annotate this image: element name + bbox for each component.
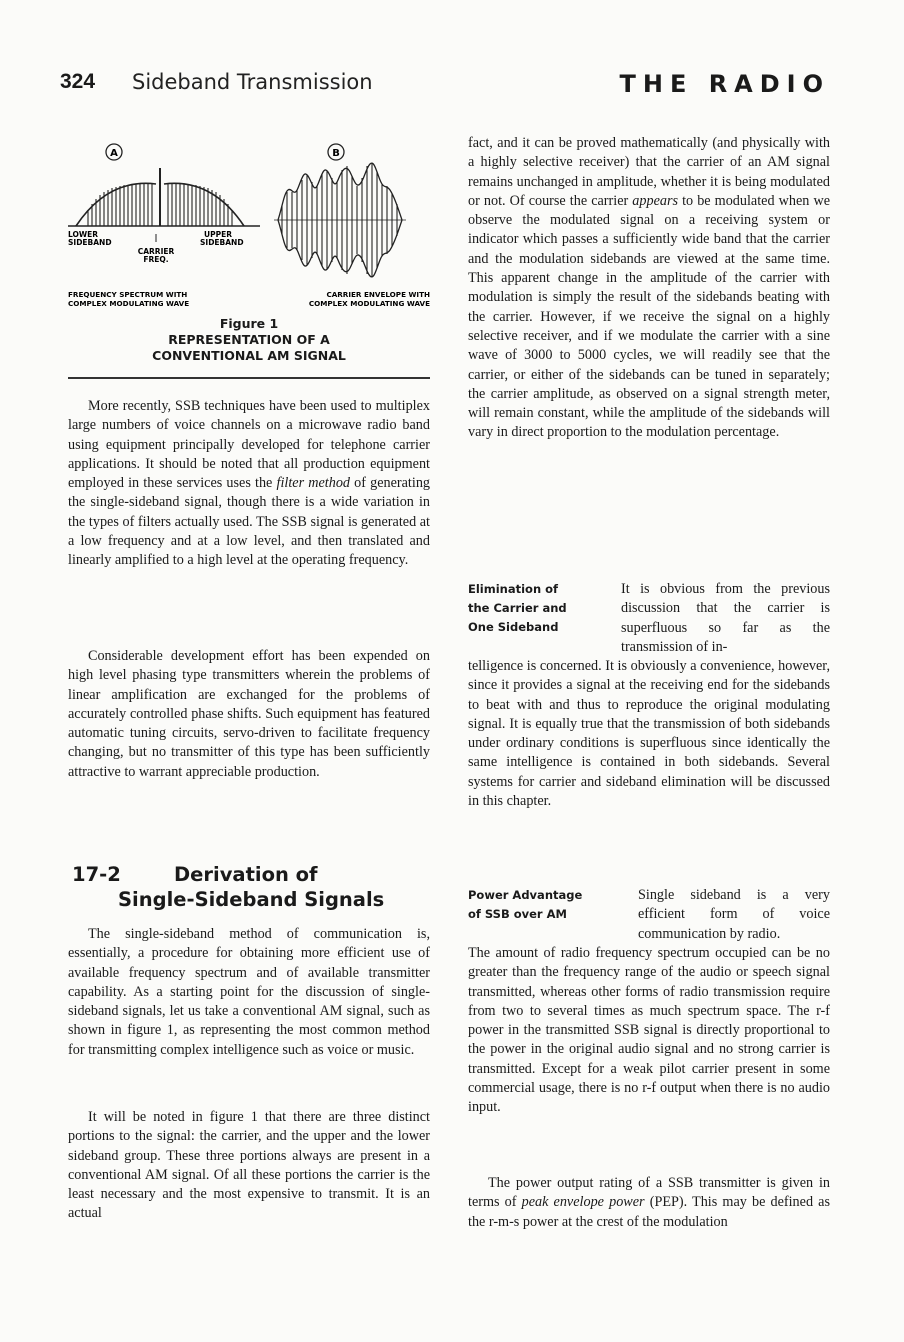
figure-1 — [68, 138, 430, 376]
upper-sideband-label-2: SIDEBAND — [200, 238, 244, 247]
right-paragraph-4: The power output rating of a SSB transmitter is given in terms of peak envelope power (PEP). This may be defined as the r-m-s power at the crest of the modulation — [468, 1175, 830, 1230]
section-heading — [72, 862, 432, 912]
upper-sideband-label: UPPER — [204, 230, 232, 239]
book-title: THE RADIO — [619, 70, 830, 98]
left-paragraph-2: Considerable development effort has been expended on high level phasing type transmitters wherein the problems of linear amplification are exchanged for the problems of accurately controlled phase shifts. Such equipment has featured automatic tuning circuits, servo-driven to facilitate frequency changing, but no transmitter of this type has been sufficiently attractive to warrant appreciable production. — [68, 648, 430, 780]
caption-b-line1: CARRIER ENVELOPE WITH — [326, 290, 430, 299]
figure-caption — [68, 316, 430, 364]
right-paragraph-2: telligence is concerned. It is obviously a convenience, however, since it provides a signal at the receiving end for the sidebands to beat with and thus to reproduce the original modulating signal. It is equally true that the transmission of both sidebands under ordinary conditions is superfluous since identically the same intelligence is contained in both sidebands. Several systems for carrier and sideband elimination will be discussed in this chapter. — [468, 658, 830, 810]
panel-a-letter: A — [110, 148, 118, 159]
sidehead-elimination: Elimination of the Carrier and One Sideband — [468, 582, 567, 634]
caption-a-line2: COMPLEX MODULATING WAVE — [68, 299, 190, 308]
section-number: 17-2 — [72, 863, 121, 886]
left-paragraph-3: The single-sideband method of communication is, essentially, a procedure for obtaining more efficient use of available frequency spectrum and of available transmitter capability. As a starting point for the discussion of single-sideband signals, let us take a conventional AM signal, such as shown in figure 1, as representing the most common method for transmitting complex intelligence such as voice or music. — [68, 926, 430, 1058]
right-paragraph-3: The amount of radio frequency spectrum occupied can be no greater than the frequency range of the audio or speech signal transmitted, whereas other forms of radio transmission require from two to several times as much spectrum space. The r-f power in the transmitted SSB signal is directly proportional to the power in the original audio signal and no strong carrier is transmitted. Except for a weak pilot carrier present in some commercial usage, there is no r-f output when there is no audio input. — [468, 945, 830, 1116]
caption-a-line1: FREQUENCY SPECTRUM WITH — [68, 290, 188, 299]
carrier-envelope-plot — [274, 163, 406, 277]
lower-sideband-label: LOWER — [68, 230, 99, 239]
panel-b-marker — [328, 144, 344, 160]
panel-a-marker — [106, 144, 122, 160]
carrier-freq-label: CARRIER — [137, 247, 175, 256]
page-number: 324 — [60, 70, 96, 93]
right-paragraph-3-head: Single sideband is a very efficient form of voice communication by radio. — [638, 887, 830, 942]
section-title-1: Derivation of — [174, 863, 318, 886]
figure-title-line1: REPRESENTATION OF A — [168, 332, 330, 347]
figure-1-diagram — [68, 138, 430, 318]
left-paragraph-1: More recently, SSB techniques have been used to multiplex large numbers of voice channels on a microwave radio band using equipment principally developed for telephone carrier applications. It should be noted that all production equipment employed in these services uses the filter method of generating the single-sideband signal, though there is a wide variation in the types of filters actually used. The SSB signal is generated at a low frequency and at a low level, and then translated and linearly amplified to a high level at the operating frequency. — [68, 398, 431, 569]
panel-b-letter: B — [332, 148, 340, 159]
running-title: Sideband Transmission — [132, 70, 373, 94]
figure-divider — [68, 377, 430, 379]
figure-label: Figure 1 — [219, 316, 279, 331]
left-paragraph-4: It will be noted in figure 1 that there are three distinct portions to the signal: the carrier, and the upper and the lower sideband group. These three portions always are present in a conventional AM signal. Of all these portions the carrier is the least necessary and the most expensive to transmit. It is an actual — [68, 1109, 430, 1222]
sidehead-power-advantage: Power Advantage of SSB over AM — [468, 888, 583, 921]
right-paragraph-1: fact, and it can be proved mathematically (and physically with a highly selective receiver) that the carrier of an AM signal remains unchanged in amplitude, whether it is being modulated or not. Of course the carrier appears to be modulated when we observe the modulated signal on a receiving system or indicator which passes a sufficiently wide band that the carrier and the modulation sidebands are viewed at the same time. This apparent change in the amplitude of the carrier with modulation is simply the result of the sidebands beating with the carrier. However, if we receive the signal on a highly selective receiver, and if we modulate the carrier with a sine wave of 3000 to 5000 cycles, we will readily see that the carrier, or either of the sidebands can be tuned in separately; the carrier amplitude, as observed on a signal strength meter, will remain constant, while the amplitude of the sidebands will vary in direct proportion to the modulation percentage. — [468, 135, 830, 441]
section-title-2: Single-Sideband Signals — [118, 888, 385, 911]
carrier-freq-label-2: FREQ. — [143, 255, 169, 264]
caption-b-line2: COMPLEX MODULATING WAVE — [308, 299, 430, 308]
right-paragraph-2-head: It is obvious from the previous discussion that the carrier is superfluous so far as the transmission of in- — [621, 581, 830, 655]
figure-title-line2: CONVENTIONAL AM SIGNAL — [152, 348, 346, 363]
page-header — [60, 70, 830, 104]
lower-sideband-label-2: SIDEBAND — [68, 238, 112, 247]
